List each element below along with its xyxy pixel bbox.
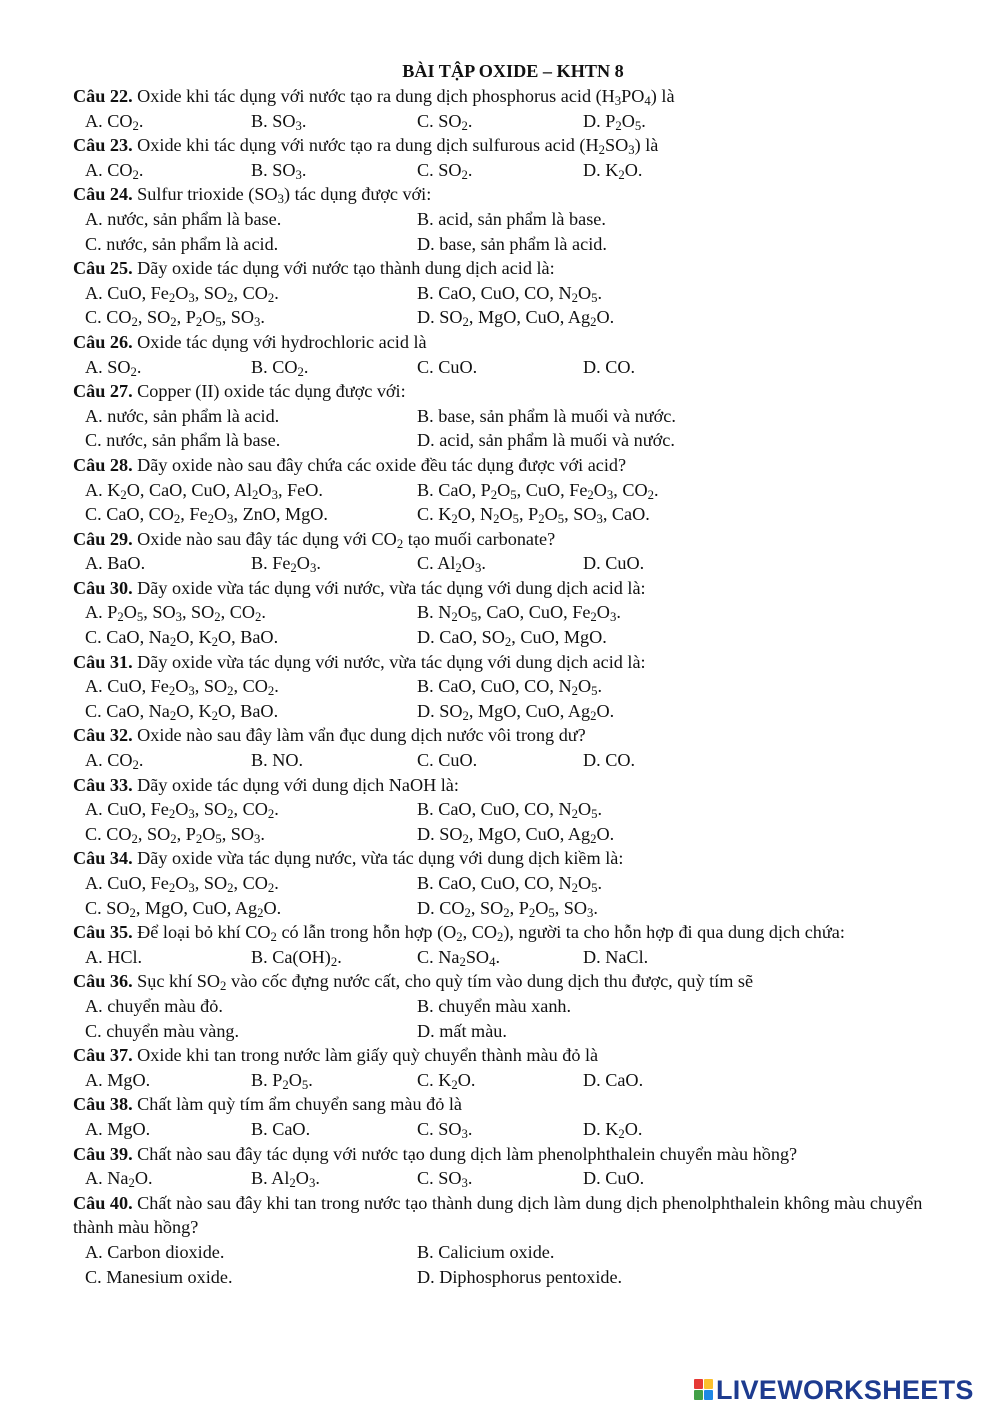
answer-option[interactable]: A. Carbon dioxide. [85,1241,225,1262]
question-39 [73,1142,953,1191]
answer-options [73,478,953,527]
answer-option[interactable]: C. $K_2O$, $N_2O_5$, $P_2O_5$, $SO_3$, CaO. [417,504,650,527]
answer-option[interactable]: C. $Al_2O_3$. [417,553,486,576]
answer-option[interactable]: B. Calicium oxide. [417,1241,555,1262]
answer-options [73,1117,953,1142]
answer-option[interactable]: B. CaO, CuO, CO, $N_2O_5$. [417,799,603,822]
answer-option[interactable]: C. $SO_2$. [417,159,473,182]
question-stem: Câu 32. Oxide nào sau đây làm vẩn đục dung dịch nước vôi trong dư? [73,725,586,746]
answer-option[interactable]: C. $SO_2$. [417,110,473,133]
answer-options [73,871,953,920]
answer-option[interactable]: D. $SO_2$, MgO, CuO, $Ag_2O$. [417,700,615,724]
question-35 [73,920,953,969]
question-stem: Câu 28. Dãy oxide nào sau đây chứa các oxide đều tác dụng được với acid? [73,454,627,475]
answer-option[interactable]: C. $Na_2SO_4$. [417,946,500,969]
answer-option[interactable]: D. $CO_2$, $SO_2$, $P_2O_5$, $SO_3$. [417,897,598,920]
answer-option[interactable]: D. CO. [583,356,636,377]
answer-option[interactable]: C. CaO, $CO_2$, $Fe_2O_3$, ZnO, MgO. [85,504,328,527]
answer-options [73,674,953,723]
question-32 [73,723,953,772]
answer-option[interactable]: B. CaO, CuO, CO, $N_2O_5$. [417,676,603,699]
answer-option[interactable]: D. NaCl. [583,946,649,967]
answer-option[interactable]: A. BaO. [85,553,146,574]
question-36 [73,969,953,1043]
answer-option[interactable]: D. CuO. [583,553,645,574]
question-stem: Câu 37. Oxide khi tan trong nước làm giấy quỳ chuyển thành màu đỏ là [73,1045,599,1066]
question-25 [73,256,953,330]
question-number: Câu 40. [73,1192,133,1213]
answer-option[interactable]: C. $SO_2$, MgO, CuO, $Ag_2O$. [85,897,282,920]
answer-option[interactable]: A. $SO_2$. [85,356,142,379]
question-number: Câu 23. [73,135,133,156]
answer-option[interactable]: C. CuO. [417,356,478,377]
answer-option[interactable]: C. $SO_3$. [417,1168,473,1191]
answer-options [73,945,953,970]
answer-option[interactable]: B. $Ca(OH)_2$. [251,946,342,969]
answer-options [73,994,953,1043]
question-stem: Câu 33. Dãy oxide tác dụng với dung dịch NaOH là: [73,774,459,795]
answer-option[interactable]: D. mất màu. [417,1020,507,1041]
answer-option[interactable]: A. MgO. [85,1069,151,1090]
answer-option[interactable]: C. $SO_3$. [417,1118,473,1142]
question-22 [73,84,953,133]
answer-option[interactable]: B. $CO_2$. [251,356,309,379]
answer-option[interactable]: A. $CO_2$. [85,750,144,773]
answer-option[interactable]: C. CuO. [417,750,478,771]
answer-option[interactable]: B. NO. [251,750,304,771]
question-stem: Câu 40. Chất nào sau đây khi tan trong nước tạo thành dung dịch làm dung dịch phenolphthalein không màu chuyển thành màu hồng? [73,1192,923,1238]
question-number: Câu 34. [73,848,133,869]
answer-options [73,1240,953,1289]
question-40 [73,1191,953,1289]
answer-option[interactable]: B. CaO, $P_2O_5$, CuO, $Fe_2O_3$, $CO_2$. [417,479,659,502]
question-30 [73,576,953,650]
question-number: Câu 37. [73,1045,133,1066]
answer-option[interactable]: A. nước, sản phẩm là acid. [85,405,280,426]
worksheet-page [73,60,953,1289]
question-26 [73,330,953,379]
worksheet-title: BÀI TẬP OXIDE – KHTN 8 [402,61,624,81]
answer-option[interactable]: D. $K_2O$. [583,1118,643,1142]
question-stem: Câu 24. Sulfur trioxide $(SO_3)$ tác dụng được với: [73,184,432,207]
answer-option[interactable]: C. $CO_2$, $SO_2$, $P_2O_5$, $SO_3$. [85,823,265,846]
answer-option[interactable]: B. acid, sản phẩm là base. [417,208,606,229]
question-number: Câu 22. [73,86,133,106]
answer-option[interactable]: A. HCl. [85,946,143,967]
answer-option[interactable]: A. CuO, $Fe_2O_3$, $SO_2$, $CO_2$. [85,282,279,305]
answer-options [73,797,953,846]
question-number: Câu 29. [73,528,133,549]
question-number: Câu 30. [73,577,133,598]
answer-option[interactable]: D. $SO_2$, MgO, CuO, $Ag_2O$. [417,307,615,330]
question-number: Câu 31. [73,651,133,672]
liveworksheets-logo [694,1376,974,1404]
question-stem: Câu 22. Oxide khi tác dụng với nước tạo ra dung dịch phosphorus acid $(H_3PO_4)$ là [73,86,675,109]
logo-text: LIVEWORKSHEETS [716,1374,974,1405]
answer-options [73,551,953,576]
question-stem: Câu 36. Sục khí $SO_2$ vào cốc đựng nước cất, cho quỳ tím vào dung dịch thu được, quỳ tím sẽ [73,971,754,994]
answer-options [73,600,953,649]
question-stem: Câu 35. Để loại bỏ khí $CO_2$ có lẫn trong hỗn hợp ($O_2$, $CO_2$), người ta cho hỗn hợp đi qua dung dịch chứa: [73,922,845,945]
question-number: Câu 26. [73,331,133,352]
answer-options [73,1166,953,1191]
answer-option[interactable]: B. $Al_2O_3$. [251,1168,320,1191]
question-23 [73,133,953,182]
answer-option[interactable]: C. $CO_2$, $SO_2$, $P_2O_5$, $SO_3$. [85,307,265,330]
answer-option[interactable]: B. CaO. [251,1118,311,1139]
answer-options [73,281,953,330]
answer-option[interactable]: D. $K_2O$. [583,159,643,182]
question-31 [73,650,953,724]
answer-option[interactable]: D. acid, sản phẩm là muối và nước. [417,430,675,451]
answer-option[interactable]: B. base, sản phẩm là muối và nước. [417,405,676,426]
answer-option[interactable]: D. CaO, $SO_2$, CuO, MgO. [417,627,607,650]
answer-option[interactable]: D. $SO_2$, MgO, CuO, $Ag_2O$. [417,823,615,846]
question-33 [73,773,953,847]
question-stem: Câu 25. Dãy oxide tác dụng với nước tạo thành dung dịch acid là: [73,258,555,279]
answer-option[interactable]: A. CuO, $Fe_2O_3$, $SO_2$, $CO_2$. [85,873,279,896]
answer-option[interactable]: A. chuyển màu đỏ. [85,995,223,1016]
answer-option[interactable]: C. nước, sản phẩm là acid. [85,233,279,254]
answer-option[interactable]: B. $P_2O_5$. [251,1069,313,1092]
answer-option[interactable]: A. $Na_2O$. [85,1168,153,1191]
question-28 [73,453,953,527]
answer-options [73,207,953,256]
question-number: Câu 35. [73,922,133,943]
question-stem: Câu 26. Oxide tác dụng với hydrochloric acid là [73,331,427,352]
question-number: Câu 33. [73,774,133,795]
answer-option[interactable]: A. $CO_2$. [85,159,144,182]
question-stem: Câu 27. Copper (II) oxide tác dụng được với: [73,381,406,402]
question-stem: Câu 39. Chất nào sau đây tác dụng với nước tạo dung dịch làm phenolphthalein chuyển màu hồng? [73,1143,798,1164]
question-number: Câu 36. [73,971,133,992]
answer-option[interactable]: A. $K_2O$, CaO, CuO, $Al_2O_3$, FeO. [85,479,323,502]
answer-options [73,748,953,773]
question-stem: Câu 30. Dãy oxide vừa tác dụng với nước, vừa tác dụng với dung dịch acid là: [73,577,646,598]
answer-option[interactable]: C. $K_2O$. [417,1069,476,1092]
answer-option[interactable]: B. chuyển màu xanh. [417,995,572,1016]
answer-options [73,1068,953,1093]
question-stem: Câu 38. Chất làm quỳ tím ẩm chuyển sang màu đỏ là [73,1094,462,1115]
question-number: Câu 27. [73,381,133,402]
answer-option[interactable]: B. $Fe_2O_3$. [251,553,321,576]
answer-option[interactable]: D. CO. [583,750,636,771]
answer-option[interactable]: C. CaO, $Na_2O$, $K_2O$, BaO. [85,627,279,650]
question-number: Câu 24. [73,184,133,205]
answer-option[interactable]: B. CaO, CuO, CO, $N_2O_5$. [417,282,603,305]
answer-option[interactable]: C. CaO, $Na_2O$, $K_2O$, BaO. [85,700,279,724]
question-29 [73,527,953,576]
answer-option[interactable]: D. CaO. [583,1069,644,1090]
question-number: Câu 39. [73,1143,133,1164]
answer-options [73,404,953,453]
answer-option[interactable]: A. CuO, $Fe_2O_3$, $SO_2$, $CO_2$. [85,799,279,822]
question-number: Câu 32. [73,725,133,746]
question-27 [73,379,953,453]
question-number: Câu 28. [73,454,133,475]
answer-option[interactable]: C. chuyển màu vàng. [85,1020,240,1041]
question-38 [73,1092,953,1141]
answer-option[interactable]: B. $N_2O_5$, CaO, CuO, $Fe_2O_3$. [417,602,621,625]
question-stem: Câu 34. Dãy oxide vừa tác dụng nước, vừa tác dụng với dung dịch kiềm là: [73,848,624,869]
answer-options [73,158,953,183]
answer-option[interactable]: D. base, sản phẩm là acid. [417,233,607,254]
question-stem: Câu 29. Oxide nào sau đây tác dụng với $CO_2$ tạo muối carbonate? [73,528,556,551]
answer-options [73,355,953,380]
question-number: Câu 38. [73,1094,133,1115]
question-34 [73,846,953,920]
question-list [73,84,953,1289]
answer-option[interactable]: C. nước, sản phẩm là base. [85,430,281,451]
answer-option[interactable]: D. Diphosphorus pentoxide. [417,1266,623,1287]
answer-option[interactable]: B. $SO_3$. [251,159,307,182]
answer-option[interactable]: D. CuO. [583,1168,645,1189]
answer-option[interactable]: B. CaO, CuO, CO, $N_2O_5$. [417,873,603,896]
answer-option[interactable]: C. Manesium oxide. [85,1266,233,1287]
answer-option[interactable]: A. CuO, $Fe_2O_3$, $SO_2$, $CO_2$. [85,676,279,699]
question-number: Câu 25. [73,258,133,279]
liveworksheets-logo-icon [694,1379,714,1401]
answer-options [73,109,953,134]
question-24 [73,182,953,256]
answer-option[interactable]: A. MgO. [85,1118,151,1139]
question-stem: Câu 23. Oxide khi tác dụng với nước tạo ra dung dịch sulfurous acid $(H_2SO_3)$ là [73,135,659,158]
question-37 [73,1043,953,1092]
question-stem: Câu 31. Dãy oxide vừa tác dụng với nước, vừa tác dụng với dung dịch acid là: [73,651,646,672]
answer-option[interactable]: A. $P_2O_5$, $SO_3$, $SO_2$, $CO_2$. [85,602,266,625]
answer-option[interactable]: A. $CO_2$. [85,110,144,133]
answer-option[interactable]: A. nước, sản phẩm là base. [85,208,282,229]
answer-option[interactable]: D. $P_2O_5$. [583,110,646,133]
answer-option[interactable]: B. $SO_3$. [251,110,307,133]
